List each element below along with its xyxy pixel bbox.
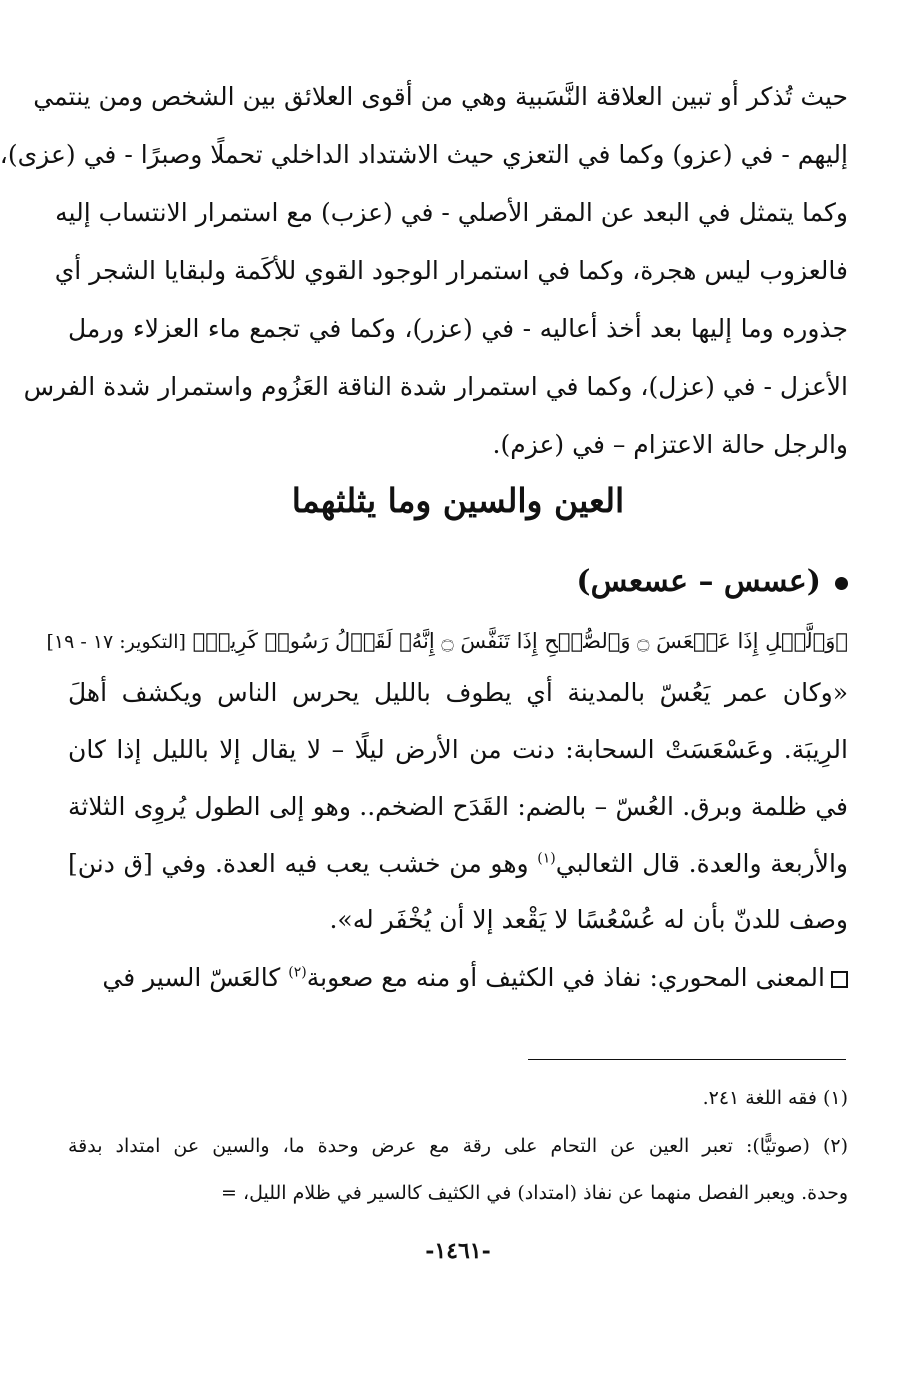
entry-title-row [576, 560, 848, 604]
entry-line-4 [68, 844, 848, 884]
footnote-2-line-1: (٢) (صوتيًّا): تعبر العين عن التحام على رقة مع عرض وحدة ما، والسين عن امتداد بدقة [68, 1135, 848, 1157]
entry-line-5: وصف للدنّ بأن له عُسْعُسًا لا يَقْعد إلا أن يُخْفَر له». [329, 905, 848, 934]
footnote-ref-2: (٢) [288, 964, 307, 981]
entry-line-1: «وكان عمر يَعُسّ بالمدينة أي يطوف بالليل يحرس الناس ويكشف أهلَ [68, 678, 848, 707]
quran-verse-line [46, 623, 848, 659]
body-line-6: الأعزل - في (عزل)، وكما في استمرار شدة الناقة العَزُوم واستمرار شدة الفرس [23, 372, 848, 401]
quran-verse: ﴿وَٱلَّيۡلِ إِذَا عَسۡعَسَ ۝ وَٱلصُّبۡحِ إِذَا تَنَفَّسَ ۝ إِنَّهُۥ لَقَوۡلُ رَسُولٖ كَرِيمٖ﴾ [192, 629, 848, 653]
body-line-7: والرجل حالة الاعتزام – في (عزم). [492, 430, 848, 459]
entry-line-3: في ظلمة وبرق. العُسّ – بالضم: القَدَح الضخم.. وهو إلى الطول يُروِى الثلاثة [68, 792, 848, 821]
square-icon [831, 971, 848, 988]
entry-line-4-rest: وهو من خشب يعب فيه العدة. وفي [ق دنن] [68, 849, 538, 878]
core-meaning-line [68, 958, 848, 998]
body-line-2: إليهم - في (عزو) وكما في التعزي حيث الاشتداد الداخلي تحملًا وصبرًا - في (عزى)، [0, 140, 848, 169]
core-meaning-rest: كالعَسّ السير في [102, 963, 289, 992]
body-line-3: وكما يتمثل في البعد عن المقر الأصلي - في (عزب) مع استمرار الانتساب إليه [55, 198, 848, 227]
body-line-5: جذوره وما إليها بعد أخذ أعاليه - في (عزر)، وكما في تجمع ماء العزلاء ورمل [68, 314, 848, 343]
core-meaning-label: المعنى المحوري: نفاذ في الكثيف أو منه مع صعوبة [306, 963, 825, 992]
footnote-divider [528, 1059, 846, 1060]
entry-line-4-start: والأربعة والعدة. قال الثعالبي [555, 849, 848, 878]
footnote-1: (١) فقه اللغة ٢٤١. [702, 1087, 848, 1109]
footnote-ref-1: (١) [537, 850, 556, 867]
body-line-1: حيث تُذكر أو تبين العلاقة النَّسَبية وهي من أقوى العلائق بين الشخص ومن ينتمي [33, 82, 848, 111]
quran-reference: [التكوير: ١٧ - ١٩] [46, 631, 186, 653]
footnote-2-line-2: وحدة. ويعبر الفصل منهما عن نفاذ (امتداد) في الكثيف كالسير في ظلام الليل، = [221, 1182, 848, 1204]
entry-line-2: الرِيبَة. وعَسْعَسَتْ السحابة: دنت من الأرض ليلًا – لا يقال إلا بالليل إذا كان [68, 735, 848, 764]
entry-title: (عسس – عسعس) [576, 564, 821, 599]
section-heading: العين والسين وما يثلثهما [291, 481, 625, 520]
body-line-4: فالعزوب ليس هجرة، وكما في استمرار الوجود القوي للأكَمة ولبقايا الشجر أي [54, 256, 848, 285]
page-number: -١٤٦١- [425, 1238, 491, 1264]
bullet-icon [835, 577, 848, 590]
